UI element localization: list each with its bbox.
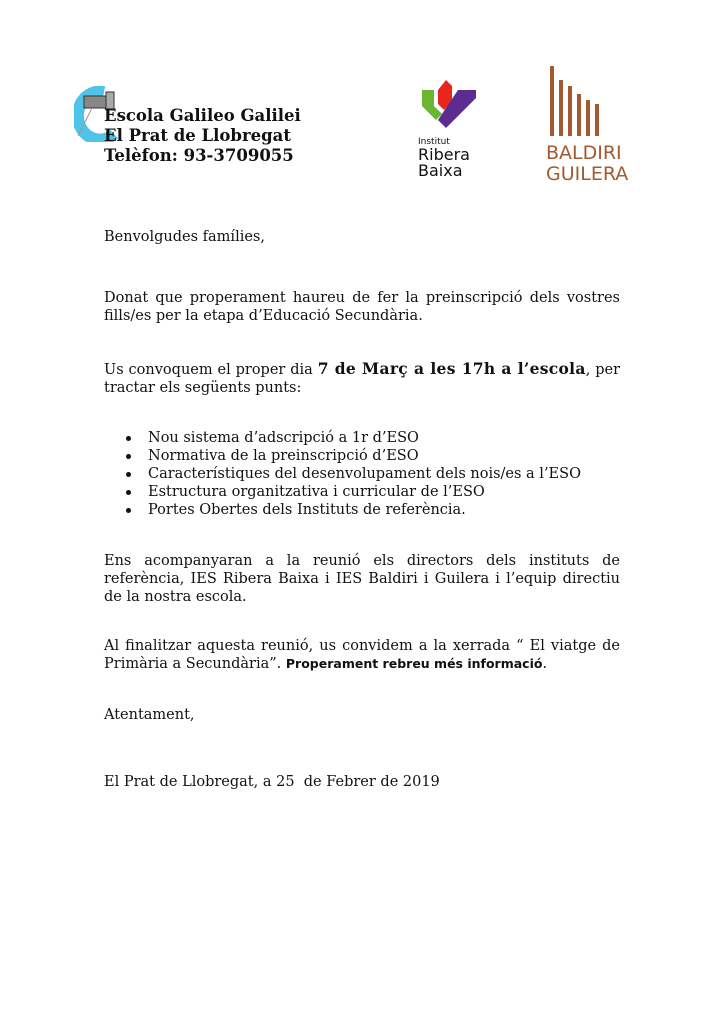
list-item: Estructura organitzativa i curricular de l’ESO: [104, 483, 620, 501]
ribera-baixa-logo: [418, 76, 480, 179]
list-item: Nou sistema d’adscripció a 1r d’ESO: [104, 429, 620, 447]
list-item: Normativa de la preinscripció d’ESO: [104, 447, 620, 465]
talk-period: .: [542, 656, 548, 672]
closing: Atentament,: [104, 707, 195, 723]
baldiri-guilera-logo: [546, 66, 628, 185]
school-name: Escola Galileo Galilei: [104, 106, 301, 125]
ribera-baixa: Baixa: [418, 161, 463, 180]
ribera-name: Ribera: [418, 145, 470, 164]
more-info-note: Properament rebreu més informació: [285, 656, 543, 671]
talk-text: Al finalitzar aquesta reunió, us convidem a la xerrada “ El viatge de Primària a Secundària”.: [104, 638, 620, 672]
baldiri-name: BALDIRI: [546, 142, 622, 164]
school-header: [104, 106, 301, 166]
school-town: El Prat de Llobregat: [104, 126, 291, 145]
greeting: Benvolgudes famílies,: [104, 229, 265, 245]
ribera-baixa-emblem: [418, 76, 480, 132]
list-item: Característiques del desenvolupament dels nois/es a l’ESO: [104, 465, 620, 483]
paragraph-talk: [104, 637, 620, 673]
school-phone: Telèfon: 93-3709055: [104, 146, 294, 165]
meeting-text-end: , per tractar els següents punts:: [104, 362, 621, 396]
paragraph-intro: Donat que properament haureu de fer la preinscripció dels vostres fills/es per la etapa d’Educació Secundària.: [104, 290, 620, 324]
paragraph-attendees: Ens acompanyaran a la reunió els directors dels instituts de referència, IES Ribera Baixa i IES Baldiri i Guilera i l’equip directiu de la nostra escola.: [104, 553, 620, 605]
points-list: [104, 429, 620, 519]
meeting-text-start: Us convoquem el proper dia: [104, 362, 318, 378]
ribera-institut: Institut: [418, 137, 450, 147]
date-line: El Prat de Llobregat, a 25 de Febrer de 2019: [104, 774, 440, 790]
meeting-date: 7 de Març a les 17h a l’escola: [317, 359, 586, 378]
baldiri-bars-emblem: [546, 66, 606, 136]
list-item: Portes Obertes dels Instituts de referència.: [104, 501, 620, 519]
guilera-name: GUILERA: [546, 163, 629, 185]
paragraph-meeting: [104, 360, 620, 397]
